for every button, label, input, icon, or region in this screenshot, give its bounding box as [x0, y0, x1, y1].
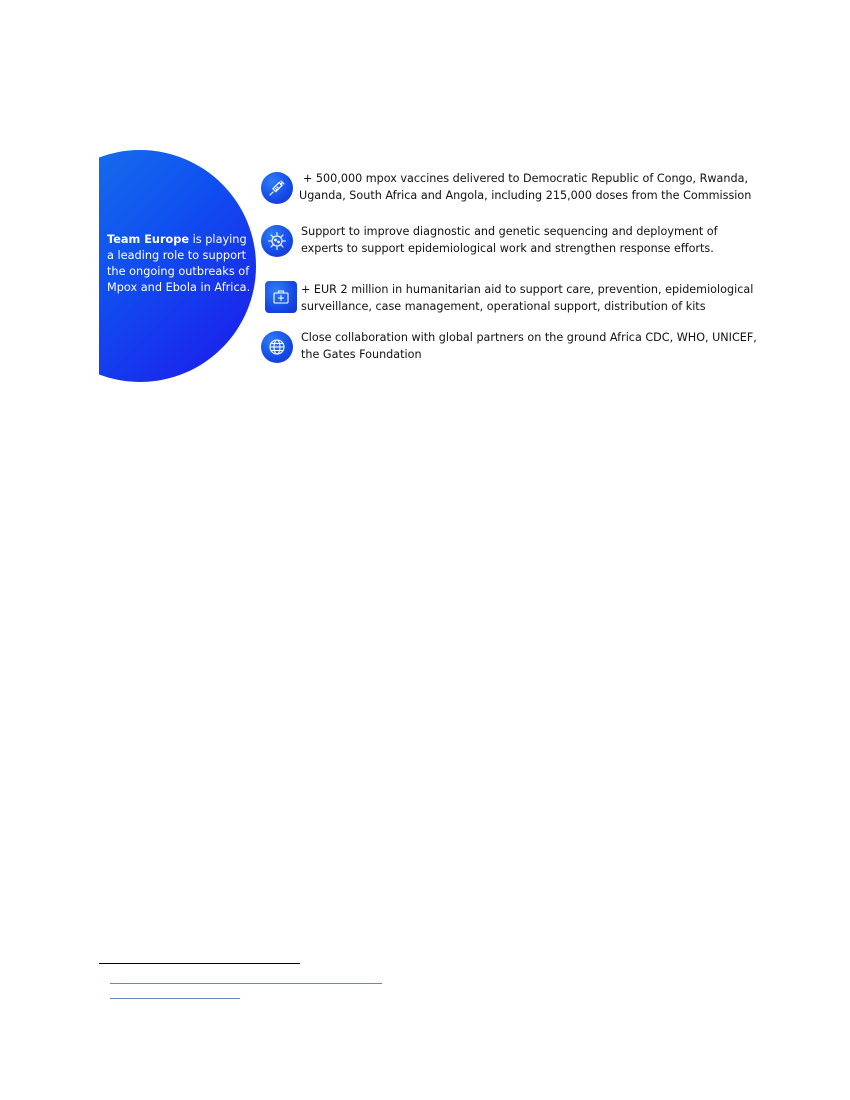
fact-text	[301, 223, 718, 257]
fact-item-diagnostics	[261, 223, 751, 263]
fact-line-2: Uganda, South Africa and Angola, including 215,000 doses from the Commission	[299, 189, 752, 202]
circle-statement-rest: is playing a leading role to support the ongoing outbreaks of Mpox and Ebola in Africa.	[107, 233, 251, 294]
globe-icon	[261, 331, 293, 363]
fact-line-1: + 500,000 mpox vaccines delivered to Democratic Republic of Congo, Rwanda,	[303, 172, 749, 185]
fact-text	[301, 170, 751, 204]
fact-item-vaccines	[261, 170, 751, 210]
team-europe-infographic	[99, 150, 757, 385]
fact-item-humanitarian-aid	[261, 281, 754, 321]
fact-line-1: Support to improve diagnostic and genetic sequencing and deployment of	[301, 225, 718, 238]
fact-line-2: surveillance, case management, operational support, distribution of kits	[301, 300, 706, 313]
footnote-link-1[interactable]	[110, 983, 382, 984]
fact-text	[301, 329, 757, 363]
footnote-link-2[interactable]	[110, 998, 240, 999]
syringe-icon	[261, 172, 293, 204]
fact-text	[301, 281, 753, 315]
virus-icon	[261, 225, 293, 257]
fact-line-2: the Gates Foundation	[301, 348, 422, 361]
footnote-separator	[99, 963, 300, 964]
fact-line-2: experts to support epidemiological work and strengthen response efforts.	[301, 242, 714, 255]
circle-statement-bold: Team Europe	[107, 233, 190, 246]
fact-item-collaboration	[261, 329, 757, 369]
medical-kit-icon	[265, 281, 297, 313]
fact-line-1: + EUR 2 million in humanitarian aid to support care, prevention, epidemiological	[301, 283, 754, 296]
circle-statement	[107, 232, 257, 296]
fact-line-1: Close collaboration with global partners on the ground Africa CDC, WHO, UNICEF,	[301, 331, 757, 344]
